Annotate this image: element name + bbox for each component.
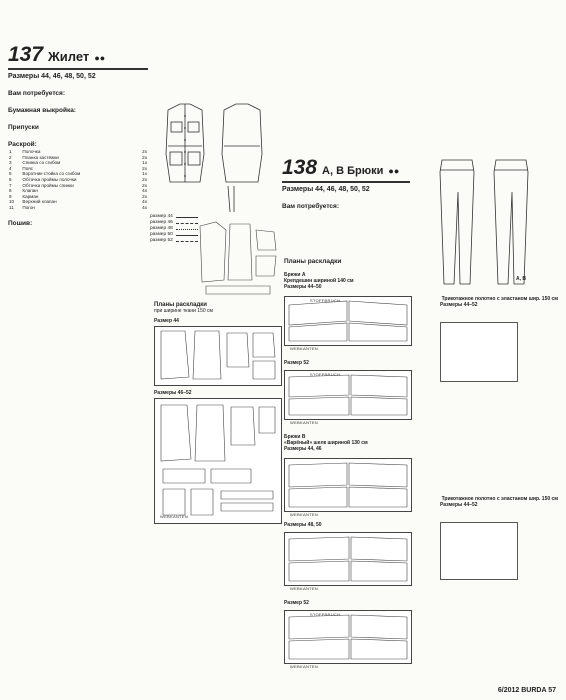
cutting-cell-n: 3 <box>9 160 12 166</box>
cutting-cell-name: Полочка <box>22 149 41 154</box>
knit-1-sizes-label: Размеры 44–52 <box>440 302 478 308</box>
layout-plan-vest-46-52 <box>154 398 282 524</box>
cutting-cell-name: Погон <box>22 204 35 210</box>
cutting-cell-q: 4x <box>142 188 147 194</box>
legend-label: размер 46 <box>150 220 173 225</box>
selvage-label: WEBKANTEN <box>160 514 189 519</box>
layout-plan-b-44-46 <box>284 458 412 512</box>
paper-pattern-text <box>8 115 148 121</box>
sewing-para <box>8 255 148 261</box>
legend-label: размер 50 <box>150 232 173 237</box>
cutting-cell-n: 6 <box>9 176 12 182</box>
paper-pattern-title: Бумажная выкройка: <box>8 107 76 114</box>
knit-2-label: Трикотажное полотно с эластаном шир. 150 см <box>441 496 558 502</box>
bottom-para <box>150 568 280 574</box>
top-para <box>282 15 410 21</box>
variant-b-label: Брюки В <box>284 434 306 440</box>
pattern-pieces-sketch <box>196 220 280 298</box>
top-para <box>282 24 410 30</box>
column-2-bottom <box>150 532 280 577</box>
length-note <box>8 81 148 87</box>
cutting-cell-n: 1 <box>9 149 12 154</box>
pattern-title: А, В Брюки <box>322 165 384 177</box>
layout-plan-b-48-50 <box>284 532 412 586</box>
legend-line-icon <box>176 241 198 242</box>
top-para <box>282 33 410 39</box>
column-3 <box>282 6 410 156</box>
cutting-cell-n: 10 <box>9 199 15 205</box>
cutting-cell-q: 4x <box>142 199 147 205</box>
cutting-cell-n: 5 <box>9 171 12 177</box>
sewing-para <box>8 282 148 288</box>
cutting-cell-n: 4 <box>9 165 12 171</box>
pattern-number: 138 <box>282 156 318 179</box>
fold-label: STOFFBRUCH <box>310 612 341 617</box>
plans-title: Планы раскладки <box>154 302 207 308</box>
legend-line-icon <box>176 229 198 230</box>
variant-ab-label: А, В <box>516 276 526 282</box>
cutting-cell-n: 11 <box>9 204 14 210</box>
difficulty-dots: ●● <box>388 166 400 176</box>
fabric-a-label: Крепдешин шириной 140 см <box>284 278 354 284</box>
page-footer: 6/2012 BURDA 57 <box>497 687 556 694</box>
cutting-cell-q: 1x <box>142 171 147 177</box>
trousers-illustration <box>412 152 560 292</box>
bottom-para <box>150 541 280 547</box>
cutting-cell-n: 9 <box>9 193 12 199</box>
pattern-138-block <box>282 152 410 220</box>
cutting-cell-name: Верхний клапан <box>22 199 57 205</box>
selvage-label: WEBKANTEN <box>290 586 319 591</box>
allowance-text <box>8 132 148 138</box>
sewing-para <box>8 228 148 234</box>
cutting-cell-q: 2x <box>142 176 147 182</box>
materials-text <box>282 211 410 217</box>
knit-2-sizes-label: Размеры 44–52 <box>440 502 478 508</box>
layout-plan-a-44-50 <box>284 296 412 346</box>
bottom-para <box>150 550 280 556</box>
lining-note <box>150 532 280 538</box>
size-44-label: Размер 44 <box>154 318 179 324</box>
knit-1-heading <box>440 296 558 308</box>
intro-para <box>8 6 148 12</box>
plans-title: Планы раскладки <box>284 258 342 265</box>
cutting-cell-name: Обтачка проймы спинки <box>22 182 74 188</box>
pattern-title: Жилет <box>48 49 90 64</box>
cutting-cell-q: 2x <box>142 165 147 171</box>
pattern-137-header <box>8 43 148 70</box>
cutting-cell-name: Обтачка проймы полочки <box>22 176 77 182</box>
sizes-44-46-label: Размеры 44, 46 <box>284 446 322 452</box>
variant-b-heading <box>284 434 368 452</box>
cutting-table <box>8 149 148 211</box>
legend-line-icon <box>176 235 198 236</box>
intro-para <box>8 15 148 21</box>
legend-label: размер 44 <box>150 214 173 219</box>
difficulty-dots: ●● <box>94 53 106 63</box>
top-para <box>412 6 560 12</box>
cutting-cell-q: 4x <box>142 204 147 210</box>
legend-label: размер 52 <box>150 238 173 243</box>
knit-1-layout <box>440 322 518 382</box>
top-para <box>150 6 280 12</box>
cutting-cell-q: 2x <box>142 154 147 160</box>
cutting-title: Раскрой: <box>8 141 37 148</box>
selvage-label: WEBKANTEN <box>290 664 319 669</box>
sewing-para <box>8 237 148 243</box>
cutting-cell-q: 2x <box>142 182 147 188</box>
fabric-b-label: «Варёный» шелк шириной 130 см <box>284 440 368 446</box>
fold-label: STOFFBRUCH <box>310 298 341 303</box>
sewing-para <box>8 246 148 252</box>
sewing-title: Пошив: <box>8 219 33 227</box>
layout-plan-b-52 <box>284 610 412 664</box>
cutting-cell-name: Пояс <box>22 165 34 171</box>
cutting-cell-q: 1x <box>142 160 147 166</box>
after-cut-text <box>8 211 148 217</box>
cutting-cell-n: 8 <box>9 188 12 194</box>
selvage-label: WEBKANTEN <box>290 346 319 351</box>
sizes: Размеры 44, 46, 48, 50, 52 <box>8 73 96 80</box>
legend-line-icon <box>176 217 198 218</box>
sizes-48-50-label: Размеры 48, 50 <box>284 522 322 528</box>
knit-1-label: Трикотажное полотно с эластаном шир. 150 см <box>441 296 558 302</box>
materials-text <box>8 98 148 104</box>
knit-2-layout <box>440 522 518 580</box>
plans-subtitle: при ширине ткани 150 см <box>154 308 213 314</box>
layout-plan-vest-44 <box>154 326 282 386</box>
column-1 <box>8 6 148 656</box>
intro-para <box>8 24 148 30</box>
bottom-para <box>150 559 280 565</box>
sewing-para <box>8 309 148 315</box>
variant-a-heading <box>284 272 354 290</box>
cutting-cell-q: 2x <box>142 149 147 154</box>
sewing-para <box>8 264 148 270</box>
top-para <box>412 24 560 30</box>
sewing-para <box>8 300 148 306</box>
top-para <box>412 33 560 39</box>
knit-2-heading <box>440 496 558 508</box>
pattern-138-header <box>282 156 410 183</box>
intro-para <box>8 33 148 39</box>
materials-title: Вам потребуется: <box>282 203 339 210</box>
size-46-52-label: Размеры 46–52 <box>154 390 192 396</box>
sizes-44-50-label: Размеры 44–50 <box>284 284 322 290</box>
legend-label: размер 48 <box>150 226 173 231</box>
legend-line-icon <box>176 223 198 224</box>
length-note <box>282 194 410 200</box>
layout-plan-a-52 <box>284 370 412 420</box>
cutting-cell-name: Клапан <box>22 188 38 194</box>
cutting-cell-q: 2x <box>142 193 147 199</box>
selvage-label: WEBKANTEN <box>290 512 319 517</box>
sizes: Размеры 44, 46, 48, 50, 52 <box>282 186 370 193</box>
cutting-cell-n: 2 <box>9 154 12 160</box>
fold-label: STOFFBRUCH <box>310 372 341 377</box>
variant-a-label: Брюки А <box>284 272 306 278</box>
materials-title: Вам потребуется: <box>8 90 65 97</box>
cutting-cell-name: Карман <box>22 193 39 199</box>
cutting-cell-name: Воротник-стойка со сгибом <box>22 171 81 177</box>
sewing-para <box>8 273 148 279</box>
vest-illustration <box>150 96 280 214</box>
allowance-title: Припуски <box>8 124 39 131</box>
top-para <box>412 15 560 21</box>
column-4 <box>412 6 560 156</box>
size-52-label: Размер 52 <box>284 360 309 366</box>
top-para <box>282 6 410 12</box>
top-para <box>150 15 280 21</box>
layout-plans-heading <box>154 302 213 314</box>
sewing-para <box>8 291 148 297</box>
cutting-cell-name: Спинка со сгибом <box>22 160 61 166</box>
cutting-cell-name: Планка застёжки <box>22 154 59 160</box>
pattern-number: 137 <box>8 43 44 66</box>
size-52-b-label: Размер 52 <box>284 600 309 606</box>
selvage-label: WEBKANTEN <box>290 420 319 425</box>
cutting-cell-n: 7 <box>9 182 12 188</box>
